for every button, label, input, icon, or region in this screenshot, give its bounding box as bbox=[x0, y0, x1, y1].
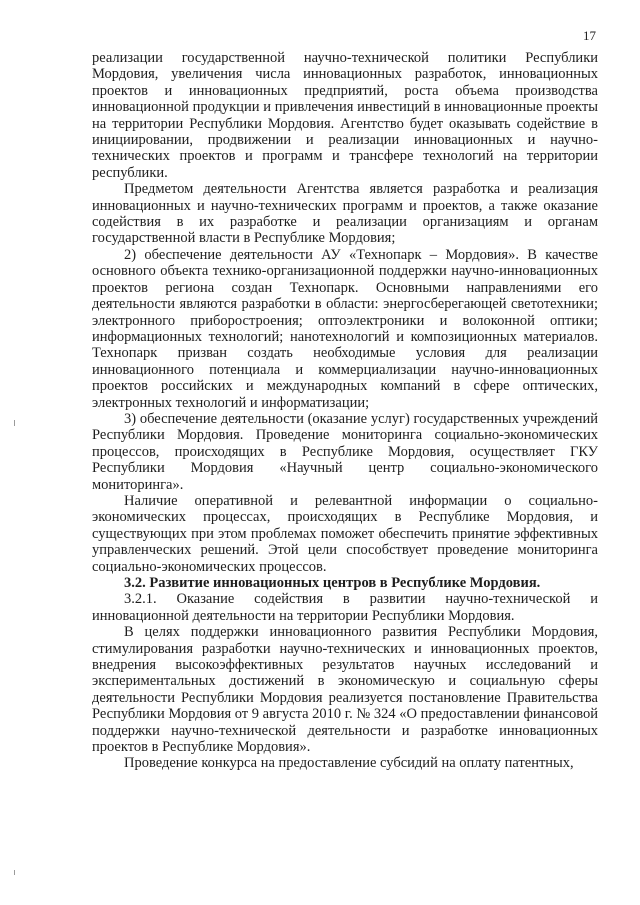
paragraph-agency-subject: Предметом деятельности Агентства является разработка и реализация инновационных и научно-технических программ и проектов, а также оказание содействия в их разработке и реализации организациям и органам государственной власти в Республике Мордовия; bbox=[92, 181, 598, 247]
paragraph-support-resolution: В целях поддержки инновационного развития Республики Мордовия, стимулирования разработки научно-технических и инновационных проектов, внедрения высокоэффективных результатов научных исследований и экспериментальных достижений в экономическую и социальную сферы деятельности Республики Мордовия реализуется постановление Правительства Республики Мордовия от 9 августа 2010 г. № 324 «О предоставлении финансовой поддержки научно-технической деятельности и разработке инновационных проектов в Республике Мордовия». bbox=[92, 624, 598, 756]
paragraph-state-institutions: 3) обеспечение деятельности (оказание услуг) государственных учреждений Республики Мордовия. Проведение мониторинга социально-экономических процессов, происходящих в Республике Мордовия, осуществляет ГКУ Республики Мордовия «Научный центр социально-экономического мониторинга». bbox=[92, 410, 598, 493]
paragraph-continuation: реализации государственной научно-технической политики Республики Мордовия, увеличения числа инновационных разработок, инновационных проектов и инновационных предприятий, роста объема производства инновационной продукции и привлечения инвестиций в инновационные проекты на территории Республики Мордовия. Агентство будет оказывать содействие в инициировании, продвижении и реализации инновационных и научно-технических проектов и программ и трансфере технологий на территории республики. bbox=[92, 50, 598, 181]
paragraph-technopark: 2) обеспечение деятельности АУ «Технопарк – Мордовия». В качестве основного объекта технико-организационной поддержки научно-инновационных проектов региона создан Технопарк. Основными направлениями его деятельности являются разработки в области: энергосберегающей светотехники; электронного приборостроения; оптоэлектроники и волоконной оптики; информационных технологий; нанотехнологий и композиционных материалов. Технопарк призван создать необходимые условия для реализации инновационного потенциала и коммерциализации научно-инновационных проектов российских и международных компаний в сфере оптических, электронных технологий и информатизации; bbox=[92, 246, 598, 411]
section-heading: 3.2. Развитие инновационных центров в Республике Мордовия. bbox=[124, 575, 541, 591]
scan-mark-left bbox=[14, 420, 15, 426]
paragraph-contest: Проведение конкурса на предоставление субсидий на оплату патентных, bbox=[124, 755, 574, 772]
scan-mark-bottom bbox=[14, 870, 15, 875]
paragraph-information: Наличие оперативной и релевантной информации о социально-экономических процессах, происходящих в Республике Мордовия, и существующих при этом проблемах поможет обеспечить принятие эффективных управленческих решений. Этой цели способствует проведение мониторинга социально-экономических процессов. bbox=[92, 492, 598, 575]
page-number: 17 bbox=[583, 28, 596, 43]
paragraph-3-2-1: 3.2.1. Оказание содействия в развитии научно-технической и инновационной деятельности на территории Республики Мордовия. bbox=[92, 591, 598, 624]
document-body bbox=[92, 50, 598, 772]
